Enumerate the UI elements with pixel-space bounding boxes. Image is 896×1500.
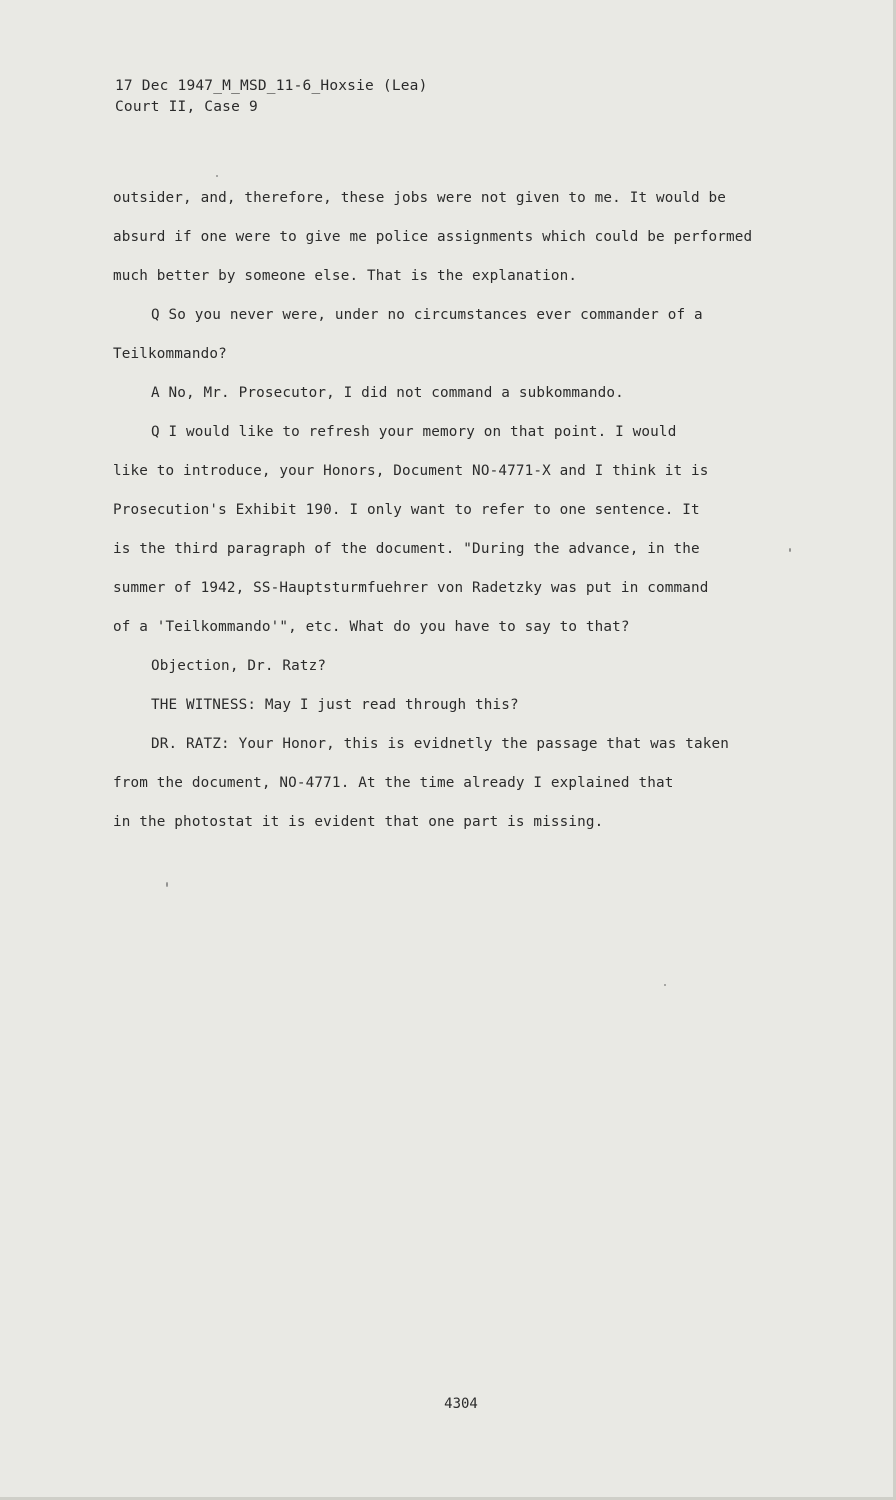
transcript-line: DR. RATZ: Your Honor, this is evidnetly the passage that was taken xyxy=(151,736,729,752)
transcript-line: in the photostat it is evident that one part is missing. xyxy=(113,814,604,830)
transcript-line: THE WITNESS: May I just read through this? xyxy=(151,697,519,713)
transcript-line: from the document, NO-4771. At the time already I explained that xyxy=(113,775,674,791)
transcript-line: summer of 1942, SS-Hauptsturmfuehrer von Radetzky was put in command xyxy=(113,580,709,596)
transcript-line: Prosecution's Exhibit 190. I only want to refer to one sentence. It xyxy=(113,502,700,518)
paper-speck xyxy=(664,984,666,986)
transcript-line: Q So you never were, under no circumstances ever commander of a xyxy=(151,307,703,323)
paper-speck xyxy=(216,175,218,177)
transcript-line: like to introduce, your Honors, Document NO-4771-X and I think it is xyxy=(113,463,709,479)
document-header xyxy=(115,76,428,118)
paper-speck xyxy=(789,548,791,552)
transcript-line: much better by someone else. That is the explanation. xyxy=(113,268,578,284)
header-date-line: 17 Dec 1947_M_MSD_11-6_Hoxsie (Lea) xyxy=(115,78,428,94)
page-number: 4304 xyxy=(444,1396,478,1412)
transcript-line: is the third paragraph of the document. "During the advance, in the xyxy=(113,541,700,557)
transcript-line: Teilkommando? xyxy=(113,346,227,362)
transcript-line: outsider, and, therefore, these jobs were not given to me. It would be xyxy=(113,190,727,206)
page-footer xyxy=(0,1396,896,1412)
transcript-line: Objection, Dr. Ratz? xyxy=(151,658,327,674)
transcript-line: of a 'Teilkommando'", etc. What do you have to say to that? xyxy=(113,619,630,635)
paper-speck xyxy=(166,882,168,887)
transcript-line: absurd if one were to give me police assignments which could be performed xyxy=(113,229,753,245)
transcript-line: A No, Mr. Prosecutor, I did not command a subkommando. xyxy=(151,385,624,401)
transcript-line: Q I would like to refresh your memory on that point. I would xyxy=(151,424,677,440)
header-court-line: Court II, Case 9 xyxy=(115,99,258,115)
